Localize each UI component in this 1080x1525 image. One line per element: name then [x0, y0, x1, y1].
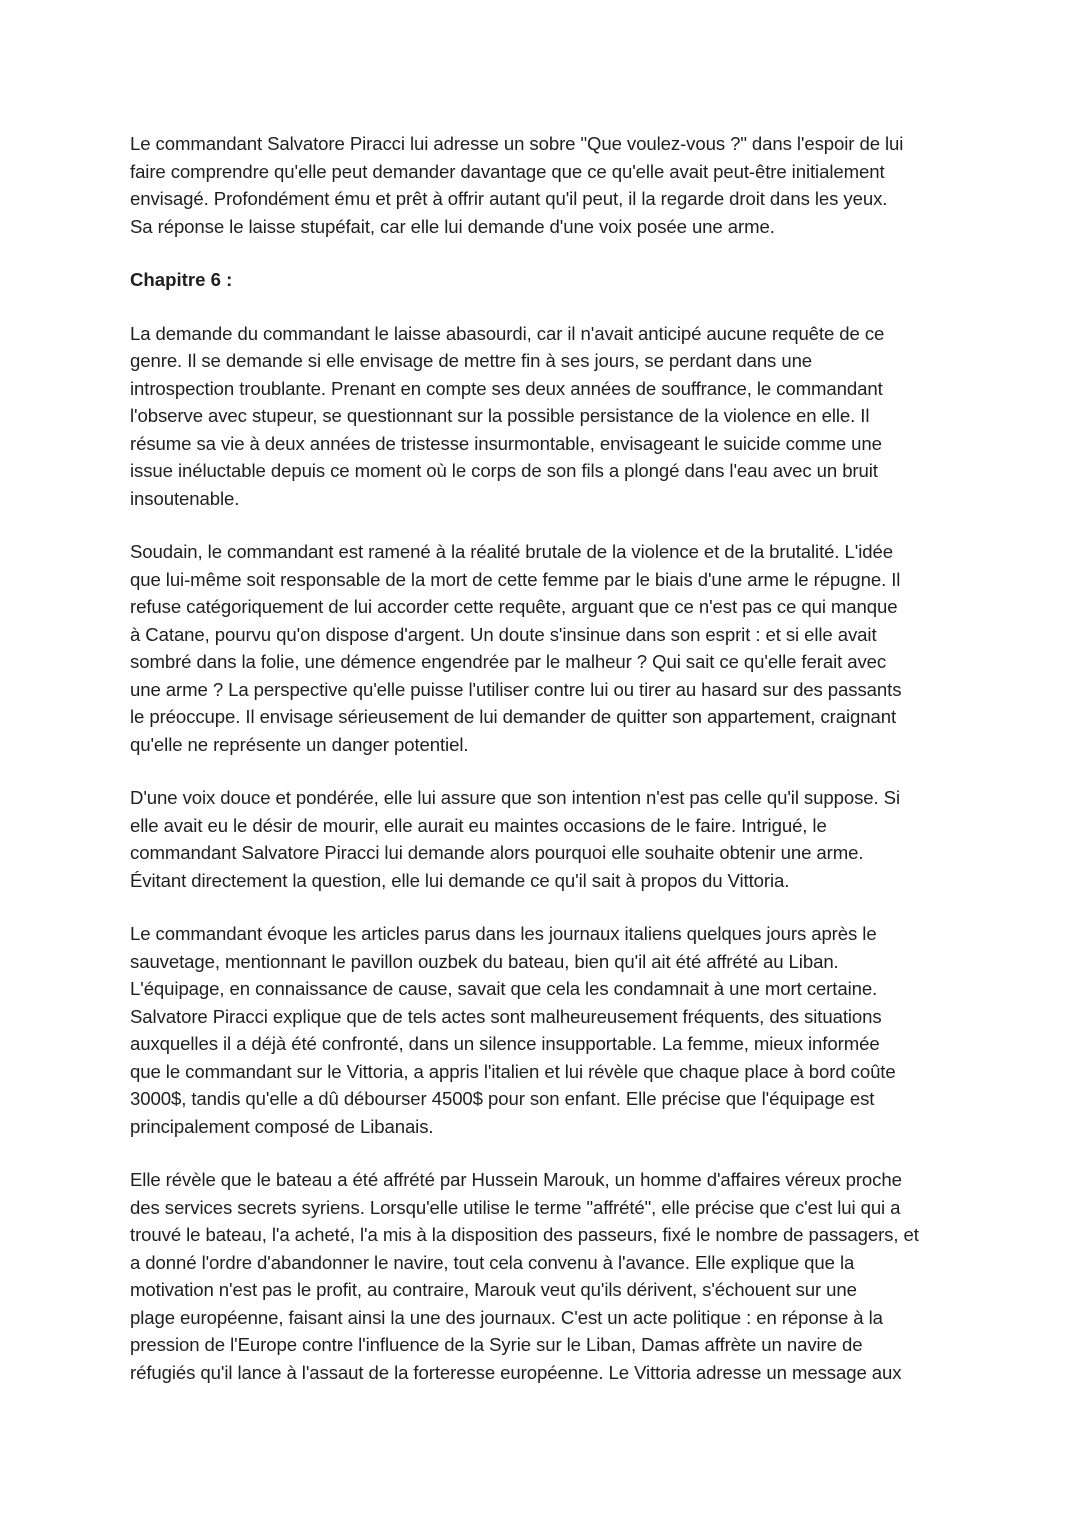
document-page: [130, 130, 945, 1412]
text-line: Le commandant Salvatore Piracci lui adresse un sobre "Que voulez-vous ?" dans l'espoir de lui: [130, 133, 904, 154]
text-line: a donné l'ordre d'abandonner le navire, tout cela convenu à l'avance. Elle explique que la: [130, 1251, 855, 1273]
chapter-paragraph-5: [130, 1166, 945, 1386]
text-line: sombré dans la folie, une démence engendrée par le malheur ? Qui sait ce qu'elle ferait avec: [130, 651, 887, 672]
text-line: que lui-même soit responsable de la mort de cette femme par le biais d'une arme le répugne. Il: [130, 568, 901, 590]
text-line: genre. Il se demande si elle envisage de mettre fin à ses jours, se perdant dans une: [130, 350, 813, 371]
text-line: introspection troublante. Prenant en compte ses deux années de souffrance, le commandant: [130, 377, 883, 399]
chapter-heading: Chapitre 6 :: [130, 269, 233, 290]
text-line: des services secrets syriens. Lorsqu'elle utilise le terme "affrété", elle précise que c'est lui qui a: [130, 1196, 901, 1218]
text-line: à Catane, pourvu qu'on dispose d'argent. Un doute s'insinue dans son esprit : et si elle avait: [130, 623, 877, 645]
text-line: sauvetage, mentionnant le pavillon ouzbek du bateau, bien qu'il ait été affrété au Liban.: [130, 950, 839, 972]
text-line: une arme ? La perspective qu'elle puisse l'utiliser contre lui ou tirer au hasard sur des passants: [130, 678, 902, 700]
text-line: Sa réponse le laisse stupéfait, car elle lui demande d'une voix posée une arme.: [130, 215, 775, 237]
text-line: réfugiés qu'il lance à l'assaut de la forteresse européenne. Le Vittoria adresse un message aux: [130, 1361, 902, 1383]
text-line: Soudain, le commandant est ramené à la réalité brutale de la violence et de la brutalité. L'idée: [130, 541, 893, 562]
text-line: résume sa vie à deux années de tristesse insurmontable, envisageant le suicide comme une: [130, 432, 882, 454]
text-line: insoutenable.: [130, 487, 240, 509]
text-line: auxquelles il a déjà été confronté, dans un silence insupportable. La femme, mieux informée: [130, 1033, 880, 1054]
intro-paragraph: [130, 130, 945, 240]
text-line: Le commandant évoque les articles parus dans les journaux italiens quelques jours après le: [130, 923, 877, 944]
text-line: qu'elle ne représente un danger potentiel.: [130, 733, 469, 755]
text-line: L'équipage, en connaissance de cause, savait que cela les condamnait à une mort certaine.: [130, 978, 878, 999]
text-line: l'observe avec stupeur, se questionnant sur la possible persistance de la violence en elle. Il: [130, 405, 870, 426]
text-line: pression de l'Europe contre l'influence de la Syrie sur le Liban, Damas affrète un navire de: [130, 1334, 863, 1355]
text-line: faire comprendre qu'elle peut demander davantage que ce qu'elle avait peut-être initialement: [130, 160, 885, 182]
text-line: plage européenne, faisant ainsi la une des journaux. C'est un acte politique : en réponse à la: [130, 1306, 883, 1328]
text-line: La demande du commandant le laisse abasourdi, car il n'avait anticipé aucune requête de ce: [130, 322, 885, 344]
text-line: issue inéluctable depuis ce moment où le corps de son fils a plongé dans l'eau avec un bruit: [130, 460, 878, 481]
text-line: que le commandant sur le Vittoria, a appris l'italien et lui révèle que chaque place à bord coûte: [130, 1060, 896, 1082]
text-line: refuse catégoriquement de lui accorder cette requête, arguant que ce n'est pas ce qui manque: [130, 596, 898, 617]
text-line: commandant Salvatore Piracci lui demande alors pourquoi elle souhaite obtenir une arme.: [130, 842, 864, 863]
text-line: Elle révèle que le bateau a été affrété par Hussein Marouk, un homme d'affaires véreux proche: [130, 1169, 902, 1190]
chapter-paragraph-2: [130, 538, 945, 758]
text-line: le préoccupe. Il envisage sérieusement de lui demander de quitter son appartement, craignant: [130, 706, 897, 727]
text-line: trouvé le bateau, l'a acheté, l'a mis à la disposition des passeurs, fixé le nombre de passagers, et: [130, 1224, 919, 1245]
text-line: elle avait eu le désir de mourir, elle aurait eu maintes occasions de le faire. Intrigué, le: [130, 814, 827, 836]
text-line: principalement composé de Libanais.: [130, 1115, 434, 1137]
chapter-paragraph-3: [130, 784, 945, 894]
text-line: envisagé. Profondément ému et prêt à offrir autant qu'il peut, il la regarde droit dans les yeux.: [130, 188, 888, 209]
chapter-paragraph-1: [130, 320, 945, 513]
text-line: D'une voix douce et pondérée, elle lui assure que son intention n'est pas celle qu'il suppose. Si: [130, 787, 900, 808]
text-line: Salvatore Piracci explique que de tels actes sont malheureusement fréquents, des situations: [130, 1005, 882, 1027]
chapter-paragraph-4: [130, 920, 945, 1140]
text-line: Évitant directement la question, elle lui demande ce qu'il sait à propos du Vittoria.: [130, 869, 790, 891]
text-line: motivation n'est pas le profit, au contraire, Marouk veut qu'ils dérivent, s'échouent sur une: [130, 1279, 857, 1300]
text-line: 3000$, tandis qu'elle a dû débourser 4500$ pour son enfant. Elle précise que l'équipage est: [130, 1088, 875, 1109]
